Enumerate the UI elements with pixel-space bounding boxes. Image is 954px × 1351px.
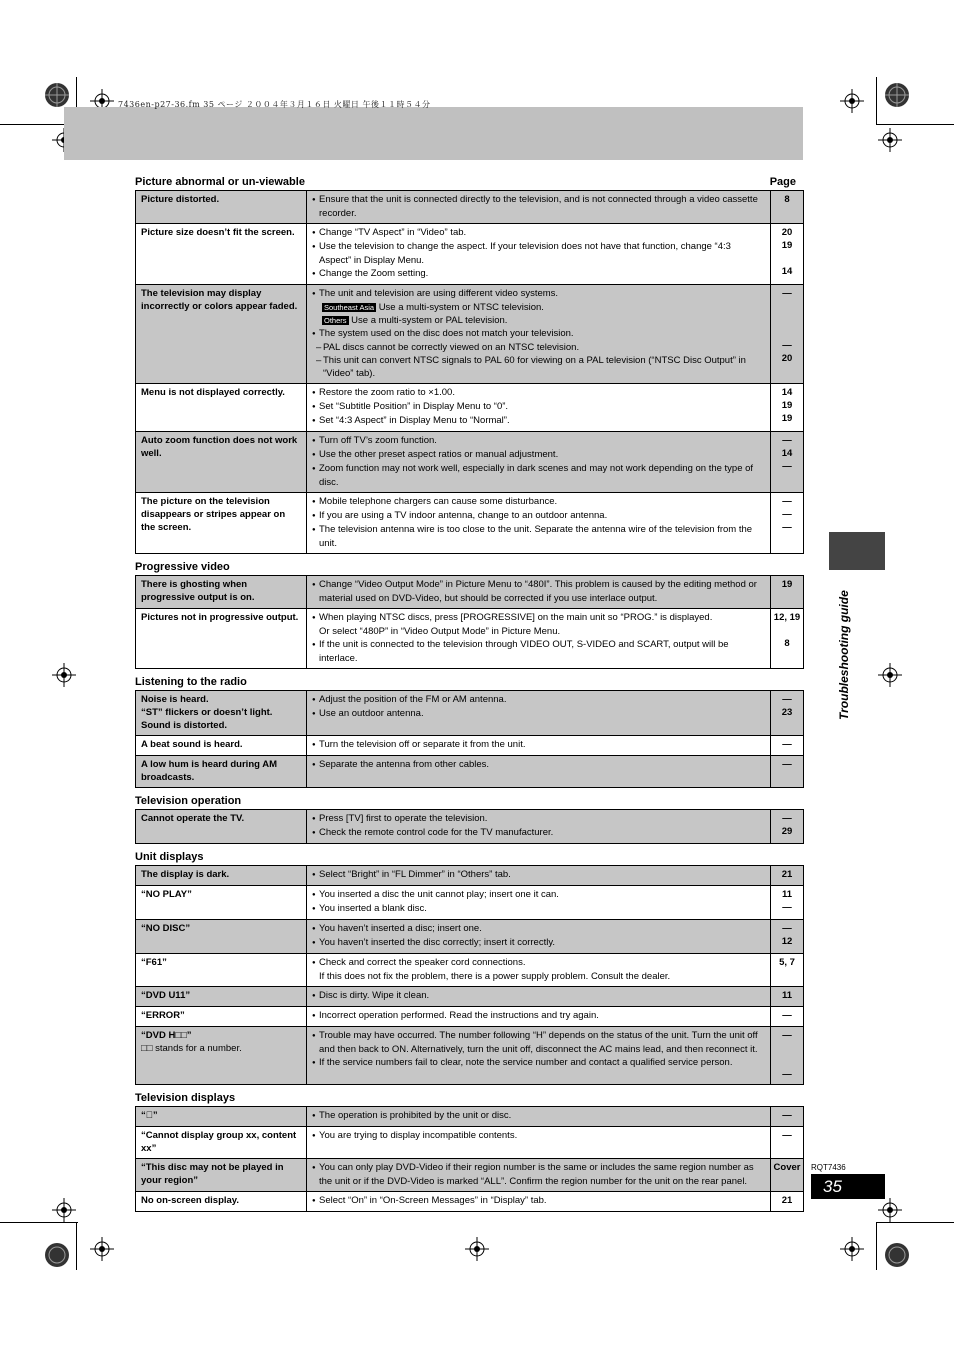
solution-line: ● Ensure that the unit is connected directly to the television, and is not connected through a video cassette recorder. [312,193,765,220]
document-number: RQT7436 [811,1163,846,1172]
solution-cell [307,886,771,920]
solution-line: ● Use the television to change the aspect. If your television does not have that function, change “4:3 Aspect” in Display Menu. [312,240,765,267]
page-ref: 14 [781,448,793,459]
table-row [136,191,804,224]
problem-text: No on-screen display. [141,1195,240,1206]
table-row [136,1127,804,1159]
solution-cell [307,1159,771,1192]
solution-line: ● Check the remote control code for the TV manufacturer. [312,826,765,840]
problem-cell [136,736,307,756]
solution-cell [307,866,771,886]
problem-text: A low hum is heard during AM broadcasts. [141,759,277,783]
page-ref: — [782,1130,792,1141]
crosshair-icon [840,89,864,113]
table-row [136,285,804,384]
troubleshooting-table [135,809,804,844]
table-row [136,866,804,886]
table-row [136,432,804,493]
problem-cell [136,920,307,954]
page-ref-cell [771,810,804,844]
solution-line: ● Use the other preset aspect ratios or manual adjustment. [312,448,765,462]
solution-line: ● Turn the television off or separate it from the unit. [312,738,765,752]
page-ref-cell [771,886,804,920]
solution-line: ● You can only play DVD-Video if their region number is the same or includes the same region number as the unit or if the DVD-Video is marked “ALL”. Confirm the region number for the unit on the rear panel. [312,1161,765,1188]
crosshair-icon [878,1198,902,1222]
page-ref: 8 [784,638,790,649]
page-ref: 19 [781,579,793,590]
solution-cell [307,756,771,788]
solution-cell [307,224,771,285]
table-row [136,1107,804,1127]
problem-cell [136,810,307,844]
region-tag: Southeast Asia [324,303,375,312]
solution-line: ● Check and correct the speaker cord connections. [312,956,765,970]
page-ref: — [782,759,792,770]
page-ref: 14 [781,387,793,398]
problem-text: A beat sound is heard. [141,739,243,750]
solution-line: ● The operation is prohibited by the unit or disc. [312,1109,765,1123]
page-ref: — [782,340,792,351]
page-ref-cell [771,866,804,886]
solution-cell [307,576,771,609]
page-ref-cell [771,432,804,493]
page-ref: 11 [781,990,793,1001]
table-row [136,954,804,987]
page-ref: 20 [781,227,793,238]
problem-text: Pictures not in progressive output. [141,612,299,623]
solution-line: ● Trouble may have occurred. The number following “H” depends on the status of the unit. Turn the unit off and then back to ON. Alternatively, turn the unit off, disconnect the AC mains lead, and then reconnect it. [312,1029,765,1056]
page-ref-cell [771,609,804,669]
troubleshooting-table [135,575,804,669]
table-row [136,493,804,554]
troubleshooting-content [135,175,804,1218]
solution-line [312,314,765,327]
solution-line: ● Change “Video Output Mode” in Picture Menu to “480I”. This problem is caused by the editing method or material used on DVD-Video, but should be corrected if you use interlace output. [312,578,765,605]
table-row [136,609,804,669]
header-band [64,107,803,160]
problem-text: “ERROR” [141,1010,185,1021]
table-row [136,736,804,756]
solution-cell [307,1192,771,1212]
solution-line: ● Restore the zoom ratio to ×1.00. [312,386,765,400]
problem-text: Picture distorted. [141,194,220,205]
page-ref: — [782,923,792,934]
solution-cell [307,384,771,432]
problem-text: “F61” [141,957,167,968]
problem-text: “⃠” [141,1110,158,1121]
crosshair-icon [90,1237,114,1261]
solution-text: Use a multi-system or PAL television. [351,315,508,326]
registration-mark-icon [884,1242,910,1268]
solution-cell [307,285,771,384]
problem-text: The display is dark. [141,869,230,880]
page-ref: Cover [773,1162,801,1173]
problem-cell [136,1027,307,1085]
table-row [136,920,804,954]
problem-cell [136,987,307,1007]
side-tab-marker [829,532,885,570]
solution-line: ● Zoom function may not work well, especially in dark scenes and may not work depending on the type of disc. [312,462,765,489]
region-tag: Others [324,316,347,325]
page-ref: 21 [781,1195,793,1206]
table-row [136,576,804,609]
page-ref: 20 [781,353,793,364]
page-ref-cell [771,1159,804,1192]
crosshair-icon [878,128,902,152]
problem-cell [136,224,307,285]
page-ref [773,1042,801,1055]
solution-cell [307,432,771,493]
solution-line: ● Separate the antenna from other cables. [312,758,765,772]
solution-line [312,301,765,314]
page-ref: 29 [781,826,793,837]
page-ref [773,624,801,637]
registration-mark-icon [44,1242,70,1268]
registration-mark-icon [44,82,70,108]
page-ref: 8 [784,194,790,205]
page-number: 35 [811,1174,885,1199]
page-ref-cell [771,384,804,432]
problem-cell [136,866,307,886]
solution-line: ● You are trying to display incompatible contents. [312,1129,765,1143]
table-row [136,384,804,432]
file-info-header: 7436en-p27-36.fm 35 ページ ２００４年３月１６日 火曜日 午後１１時５４分 [118,100,431,109]
page-ref: 23 [781,707,793,718]
page-ref: — [782,1069,792,1080]
problem-text: “Cannot display group xx, content xx” [141,1130,297,1154]
problem-cell [136,1127,307,1159]
page-ref: — [782,813,792,824]
solution-line: ● The unit and television are using different video systems. [312,287,765,301]
page-ref-cell [771,736,804,756]
page-ref: 14 [781,266,793,277]
page-ref: — [782,1110,792,1121]
solution-cell [307,1007,771,1027]
solution-line: ● Set “4:3 Aspect” in Display Menu to “Normal”. [312,414,765,428]
solution-line: Or select “480P” in “Video Output Mode” in Picture Menu. [319,626,561,637]
table-row [136,691,804,736]
solution-line: ● You inserted a disc the unit cannot play; insert one it can. [312,888,765,902]
page-ref: — [782,461,792,472]
solution-line: ● If the service numbers fail to clear, note the service number and contact a qualified service person. [312,1056,765,1070]
page-ref-cell [771,1027,804,1085]
problem-cell [136,384,307,432]
solution-line: ● Incorrect operation performed. Read the instructions and try again. [312,1009,765,1023]
table-row [136,756,804,788]
page-ref [773,1055,801,1068]
solution-cell [307,1107,771,1127]
problem-text: Auto zoom function does not work well. [141,435,298,459]
problem-cell [136,1007,307,1027]
solution-cell [307,691,771,736]
page-ref: — [782,1010,792,1021]
problem-text: The television may display incorrectly or colors appear faded. [141,288,298,312]
solution-line: ● If you are using a TV indoor antenna, change to an outdoor antenna. [312,509,765,523]
solution-line: ● You haven’t inserted the disc correctly; insert it correctly. [312,936,765,950]
section-title: Progressive video [135,561,230,573]
solution-cell [307,1127,771,1159]
section-title: Television operation [135,795,242,807]
table-row [136,886,804,920]
page-ref: — [782,435,792,446]
solution-line: ● Select “On” in “On-Screen Messages” in “Display” tab. [312,1194,765,1208]
table-row [136,1159,804,1192]
solution-text: Use a multi-system or NTSC television. [378,302,544,313]
solution-cell [307,920,771,954]
page-ref [773,326,801,339]
registration-mark-icon [884,82,910,108]
page-ref-cell [771,285,804,384]
problem-text: The picture on the television disappears or stripes appear on the screen. [141,496,286,533]
solution-line: ● Select “Bright” in “FL Dimmer” in “Others” tab. [312,868,765,882]
problem-text: Menu is not displayed correctly. [141,387,285,398]
crosshair-icon [465,1237,489,1261]
page-ref-cell [771,954,804,987]
table-row [136,987,804,1007]
crosshair-icon [878,663,902,687]
problem-cell [136,691,307,736]
solution-cell [307,810,771,844]
solution-line: ● Change “TV Aspect” in “Video” tab. [312,226,765,240]
page-ref: — [782,496,792,507]
page-ref [773,313,801,326]
problem-cell [136,285,307,384]
page-ref-cell [771,493,804,554]
problem-note: □□ stands for a number. [141,1043,242,1054]
problem-cell [136,432,307,493]
problem-text: “NO PLAY” [141,889,192,900]
troubleshooting-table [135,690,804,788]
page-ref: — [782,288,792,299]
problem-cell [136,886,307,920]
troubleshooting-table [135,865,804,1085]
solution-cell [307,1027,771,1085]
solution-line: ● Set “Subtitle Position” in Display Menu to “0”. [312,400,765,414]
side-tab-label: Troubleshooting guide [837,590,851,720]
page-ref-cell [771,1127,804,1159]
problem-cell [136,954,307,987]
page-ref [773,300,801,313]
solution-cell [307,191,771,224]
page-ref [773,252,801,265]
solution-line: ● Disc is dirty. Wipe it clean. [312,989,765,1003]
problem-cell [136,493,307,554]
problem-cell [136,756,307,788]
page-ref-cell [771,987,804,1007]
page-ref: 12 [781,936,793,947]
problem-cell [136,191,307,224]
solution-line: – This unit can convert NTSC signals to PAL 60 for viewing on a PAL television (“NTSC Disc Output” in “Video” tab). [312,354,765,380]
troubleshooting-table [135,190,804,554]
page-ref-cell [771,691,804,736]
solution-cell [307,493,771,554]
section-title: Unit displays [135,851,204,863]
page-ref-cell [771,1107,804,1127]
solution-cell [307,609,771,669]
table-row [136,1007,804,1027]
troubleshooting-table [135,1106,804,1212]
problem-text: “This disc may not be played in your region” [141,1162,284,1186]
section-title-text: Picture abnormal or un-viewable [135,176,305,188]
solution-line: ● You inserted a blank disc. [312,902,765,916]
problem-cell [136,576,307,609]
solution-line: If this does not fix the problem, there is a power supply problem. Consult the dealer. [319,971,671,982]
crosshair-icon [840,1237,864,1261]
problem-cell [136,1107,307,1127]
page-ref-cell [771,1192,804,1212]
page-ref: 21 [781,869,793,880]
solution-line: – PAL discs cannot be correctly viewed on an NTSC television. [312,341,765,354]
solution-cell [307,736,771,756]
problem-text: “NO DISC” [141,923,191,934]
page-ref-cell [771,920,804,954]
solution-line: ● If the unit is connected to the television through VIDEO OUT, S-VIDEO and SCART, output will be interlace. [312,638,765,665]
page-column-header: Page [769,176,796,188]
solution-line: ● Use an outdoor antenna. [312,707,765,721]
problem-text: Picture size doesn’t fit the screen. [141,227,295,238]
table-row [136,810,804,844]
section-title: Listening to the radio [135,676,247,688]
section-title: Television displays [135,1092,236,1104]
solution-line: ● When playing NTSC discs, press [PROGRESSIVE] on the main unit so “PROG.” is displayed. [312,611,765,625]
page-ref-cell [771,756,804,788]
crosshair-icon [52,663,76,687]
page-ref: — [782,509,792,520]
problem-text: Noise is heard. “ST” flickers or doesn’t light. Sound is distorted. [141,694,273,731]
solution-line: ● Press [TV] first to operate the television. [312,812,765,826]
page-ref: — [782,522,792,533]
problem-cell [136,1192,307,1212]
page-ref: — [782,694,792,705]
page-ref: 12, 19 [773,612,801,623]
page-ref: — [782,902,792,913]
page-ref: — [782,739,792,750]
page-ref-cell [771,576,804,609]
page-ref: 5, 7 [779,957,795,968]
problem-text: Cannot operate the TV. [141,813,245,824]
problem-text: There is ghosting when progressive output is on. [141,579,255,603]
table-row [136,1027,804,1085]
section-title [135,175,804,190]
solution-line: ● The system used on the disc does not match your television. [312,327,765,341]
page-ref: 19 [781,413,793,424]
solution-cell [307,954,771,987]
table-row [136,224,804,285]
solution-line: ● Mobile telephone chargers can cause some disturbance. [312,495,765,509]
page-ref-cell [771,224,804,285]
problem-text: “DVD U11” [141,990,191,1001]
page-ref: 19 [781,400,793,411]
page-ref: 11 [781,889,793,900]
solution-line: ● The television antenna wire is too close to the unit. Separate the antenna wire of the television from the unit. [312,523,765,550]
problem-cell [136,609,307,669]
crosshair-icon [52,1198,76,1222]
page-ref-cell [771,1007,804,1027]
solution-line: ● Adjust the position of the FM or AM antenna. [312,693,765,707]
solution-line: ● You haven’t inserted a disc; insert one. [312,922,765,936]
problem-cell [136,1159,307,1192]
page-ref: — [782,1030,792,1041]
table-row [136,1192,804,1212]
page-ref: 19 [781,240,793,251]
problem-text: “DVD H□□” [141,1030,192,1041]
solution-cell [307,987,771,1007]
solution-line: ● Turn off TV’s zoom function. [312,434,765,448]
solution-line: ● Change the Zoom setting. [312,267,765,281]
page-ref-cell [771,191,804,224]
